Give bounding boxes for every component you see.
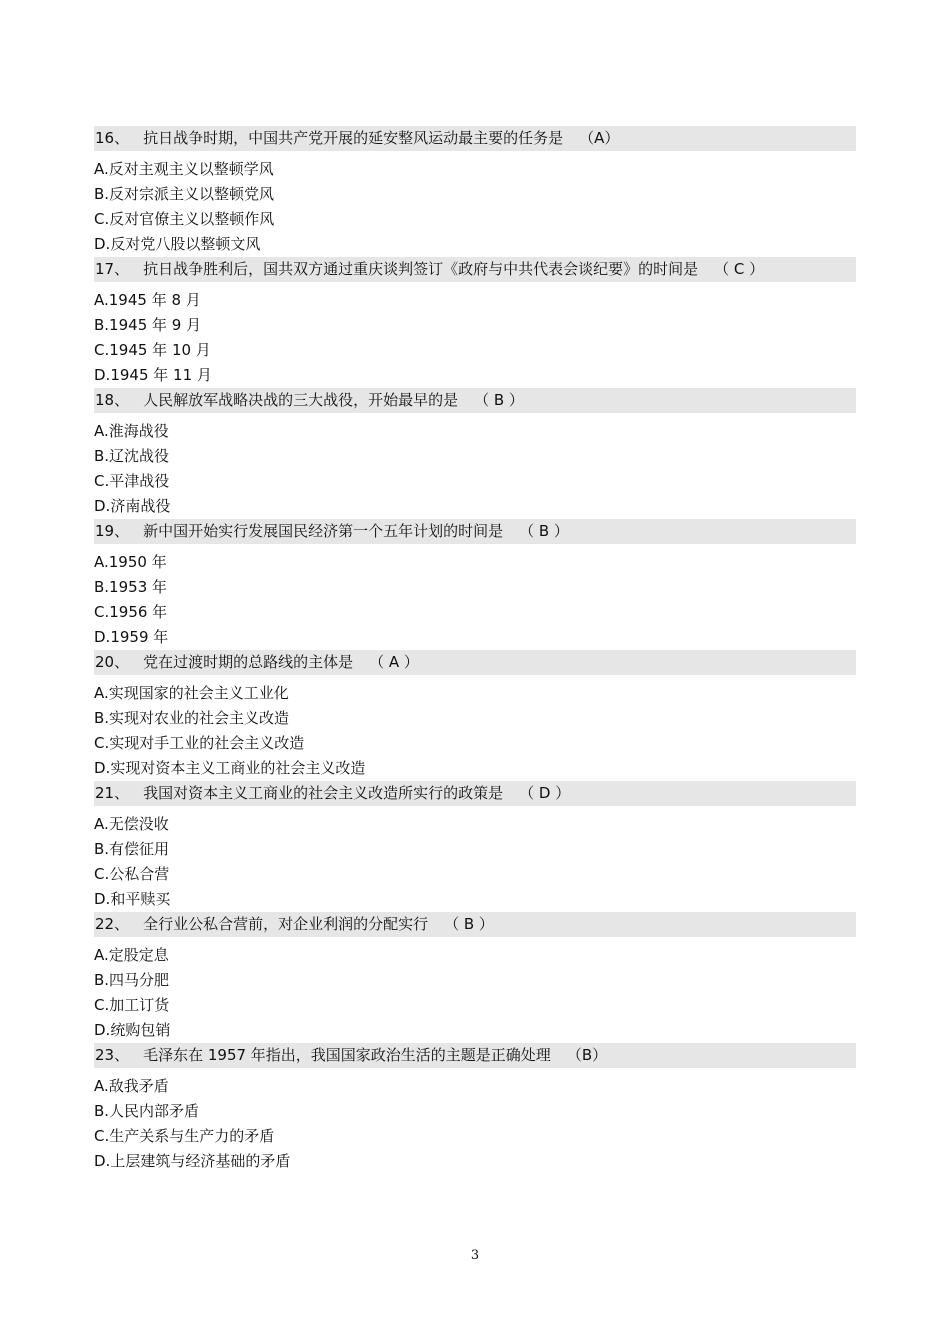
- answer-option: A.无偿没收: [94, 815, 169, 833]
- question-title: [94, 519, 856, 544]
- question-answer: （ C ）: [714, 260, 765, 278]
- answer-option: C.1956 年: [94, 603, 168, 621]
- question-title: [94, 257, 856, 282]
- answer-option: D.统购包销: [94, 1021, 171, 1039]
- question-block: [94, 257, 856, 388]
- question-block: [94, 650, 856, 781]
- answer-option: B.反对宗派主义以整顿党风: [94, 185, 275, 203]
- question-text: 人民解放军战略决战的三大战役，开始最早的是: [143, 391, 459, 409]
- question-title: [94, 650, 856, 675]
- question-number: 22、: [95, 915, 130, 933]
- question-number: 18、: [95, 391, 130, 409]
- question-block: [94, 519, 856, 650]
- answer-option: C.公私合营: [94, 865, 170, 883]
- answer-option: A.反对主观主义以整顿学风: [94, 160, 274, 178]
- document-body: [94, 126, 856, 1174]
- answer-option: A.定股定息: [94, 946, 169, 964]
- answer-option: D.实现对资本主义工商业的社会主义改造: [94, 759, 366, 777]
- question-block: [94, 912, 856, 1043]
- question-number: 21、: [95, 784, 130, 802]
- answer-option: B.辽沈战役: [94, 447, 170, 465]
- question-title: [94, 912, 856, 937]
- question-title: [94, 388, 856, 413]
- answer-option: D.济南战役: [94, 497, 171, 515]
- question-number: 16、: [95, 129, 130, 147]
- answer-option: C.加工订货: [94, 996, 170, 1014]
- answer-option: C.1945 年 10 月: [94, 341, 211, 359]
- answer-option: D.上层建筑与经济基础的矛盾: [94, 1152, 291, 1170]
- answer-option: B.四马分肥: [94, 971, 170, 989]
- answer-option: A.1945 年 8 月: [94, 291, 201, 309]
- question-number: 23、: [95, 1046, 130, 1064]
- question-answer: （A）: [579, 129, 620, 147]
- answer-option: A.1950 年: [94, 553, 167, 571]
- answer-option: C.反对官僚主义以整顿作风: [94, 210, 275, 228]
- question-text: 新中国开始实行发展国民经济第一个五年计划的时间是: [143, 522, 504, 540]
- answer-option: B.有偿征用: [94, 840, 170, 858]
- question-block: [94, 126, 856, 257]
- answer-option: B.实现对农业的社会主义改造: [94, 709, 290, 727]
- answer-option: C.生产关系与生产力的矛盾: [94, 1127, 275, 1145]
- question-text: 抗日战争胜利后，国共双方通过重庆谈判签订《政府与中共代表会谈纪要》的时间是: [143, 260, 699, 278]
- answer-option: D.反对党八股以整顿文风: [94, 235, 261, 253]
- question-text: 全行业公私合营前，对企业利润的分配实行: [143, 915, 429, 933]
- question-answer: （ B ）: [519, 522, 569, 540]
- question-answer: （ A ）: [369, 653, 419, 671]
- answer-option: B.人民内部矛盾: [94, 1102, 200, 1120]
- question-answer: （B）: [566, 1046, 608, 1064]
- question-text: 我国对资本主义工商业的社会主义改造所实行的政策是: [143, 784, 504, 802]
- answer-option: A.敌我矛盾: [94, 1077, 169, 1095]
- answer-option: C.实现对手工业的社会主义改造: [94, 734, 305, 752]
- page-number: 3: [470, 1248, 480, 1263]
- question-answer: （ D ）: [519, 784, 571, 802]
- question-block: [94, 388, 856, 519]
- answer-option: B.1945 年 9 月: [94, 316, 202, 334]
- answer-option: D.和平赎买: [94, 890, 171, 908]
- question-title: [94, 126, 856, 151]
- question-title: [94, 1043, 856, 1068]
- question-number: 17、: [95, 260, 130, 278]
- answer-option: A.淮海战役: [94, 422, 169, 440]
- answer-option: D.1945 年 11 月: [94, 366, 212, 384]
- answer-option: C.平津战役: [94, 472, 170, 490]
- question-block: [94, 1043, 856, 1174]
- question-title: [94, 781, 856, 806]
- question-block: [94, 781, 856, 912]
- question-answer: （ B ）: [444, 915, 494, 933]
- question-text: 党在过渡时期的总路线的主体是: [143, 653, 354, 671]
- question-answer: （ B ）: [474, 391, 524, 409]
- answer-option: A.实现国家的社会主义工业化: [94, 684, 289, 702]
- question-number: 20、: [95, 653, 130, 671]
- question-number: 19、: [95, 522, 130, 540]
- question-text: 抗日战争时期，中国共产党开展的延安整风运动最主要的任务是: [143, 129, 564, 147]
- question-text: 毛泽东在 1957 年指出，我国国家政治生活的主题是正确处理: [143, 1046, 551, 1064]
- answer-option: B.1953 年: [94, 578, 168, 596]
- answer-option: D.1959 年: [94, 628, 169, 646]
